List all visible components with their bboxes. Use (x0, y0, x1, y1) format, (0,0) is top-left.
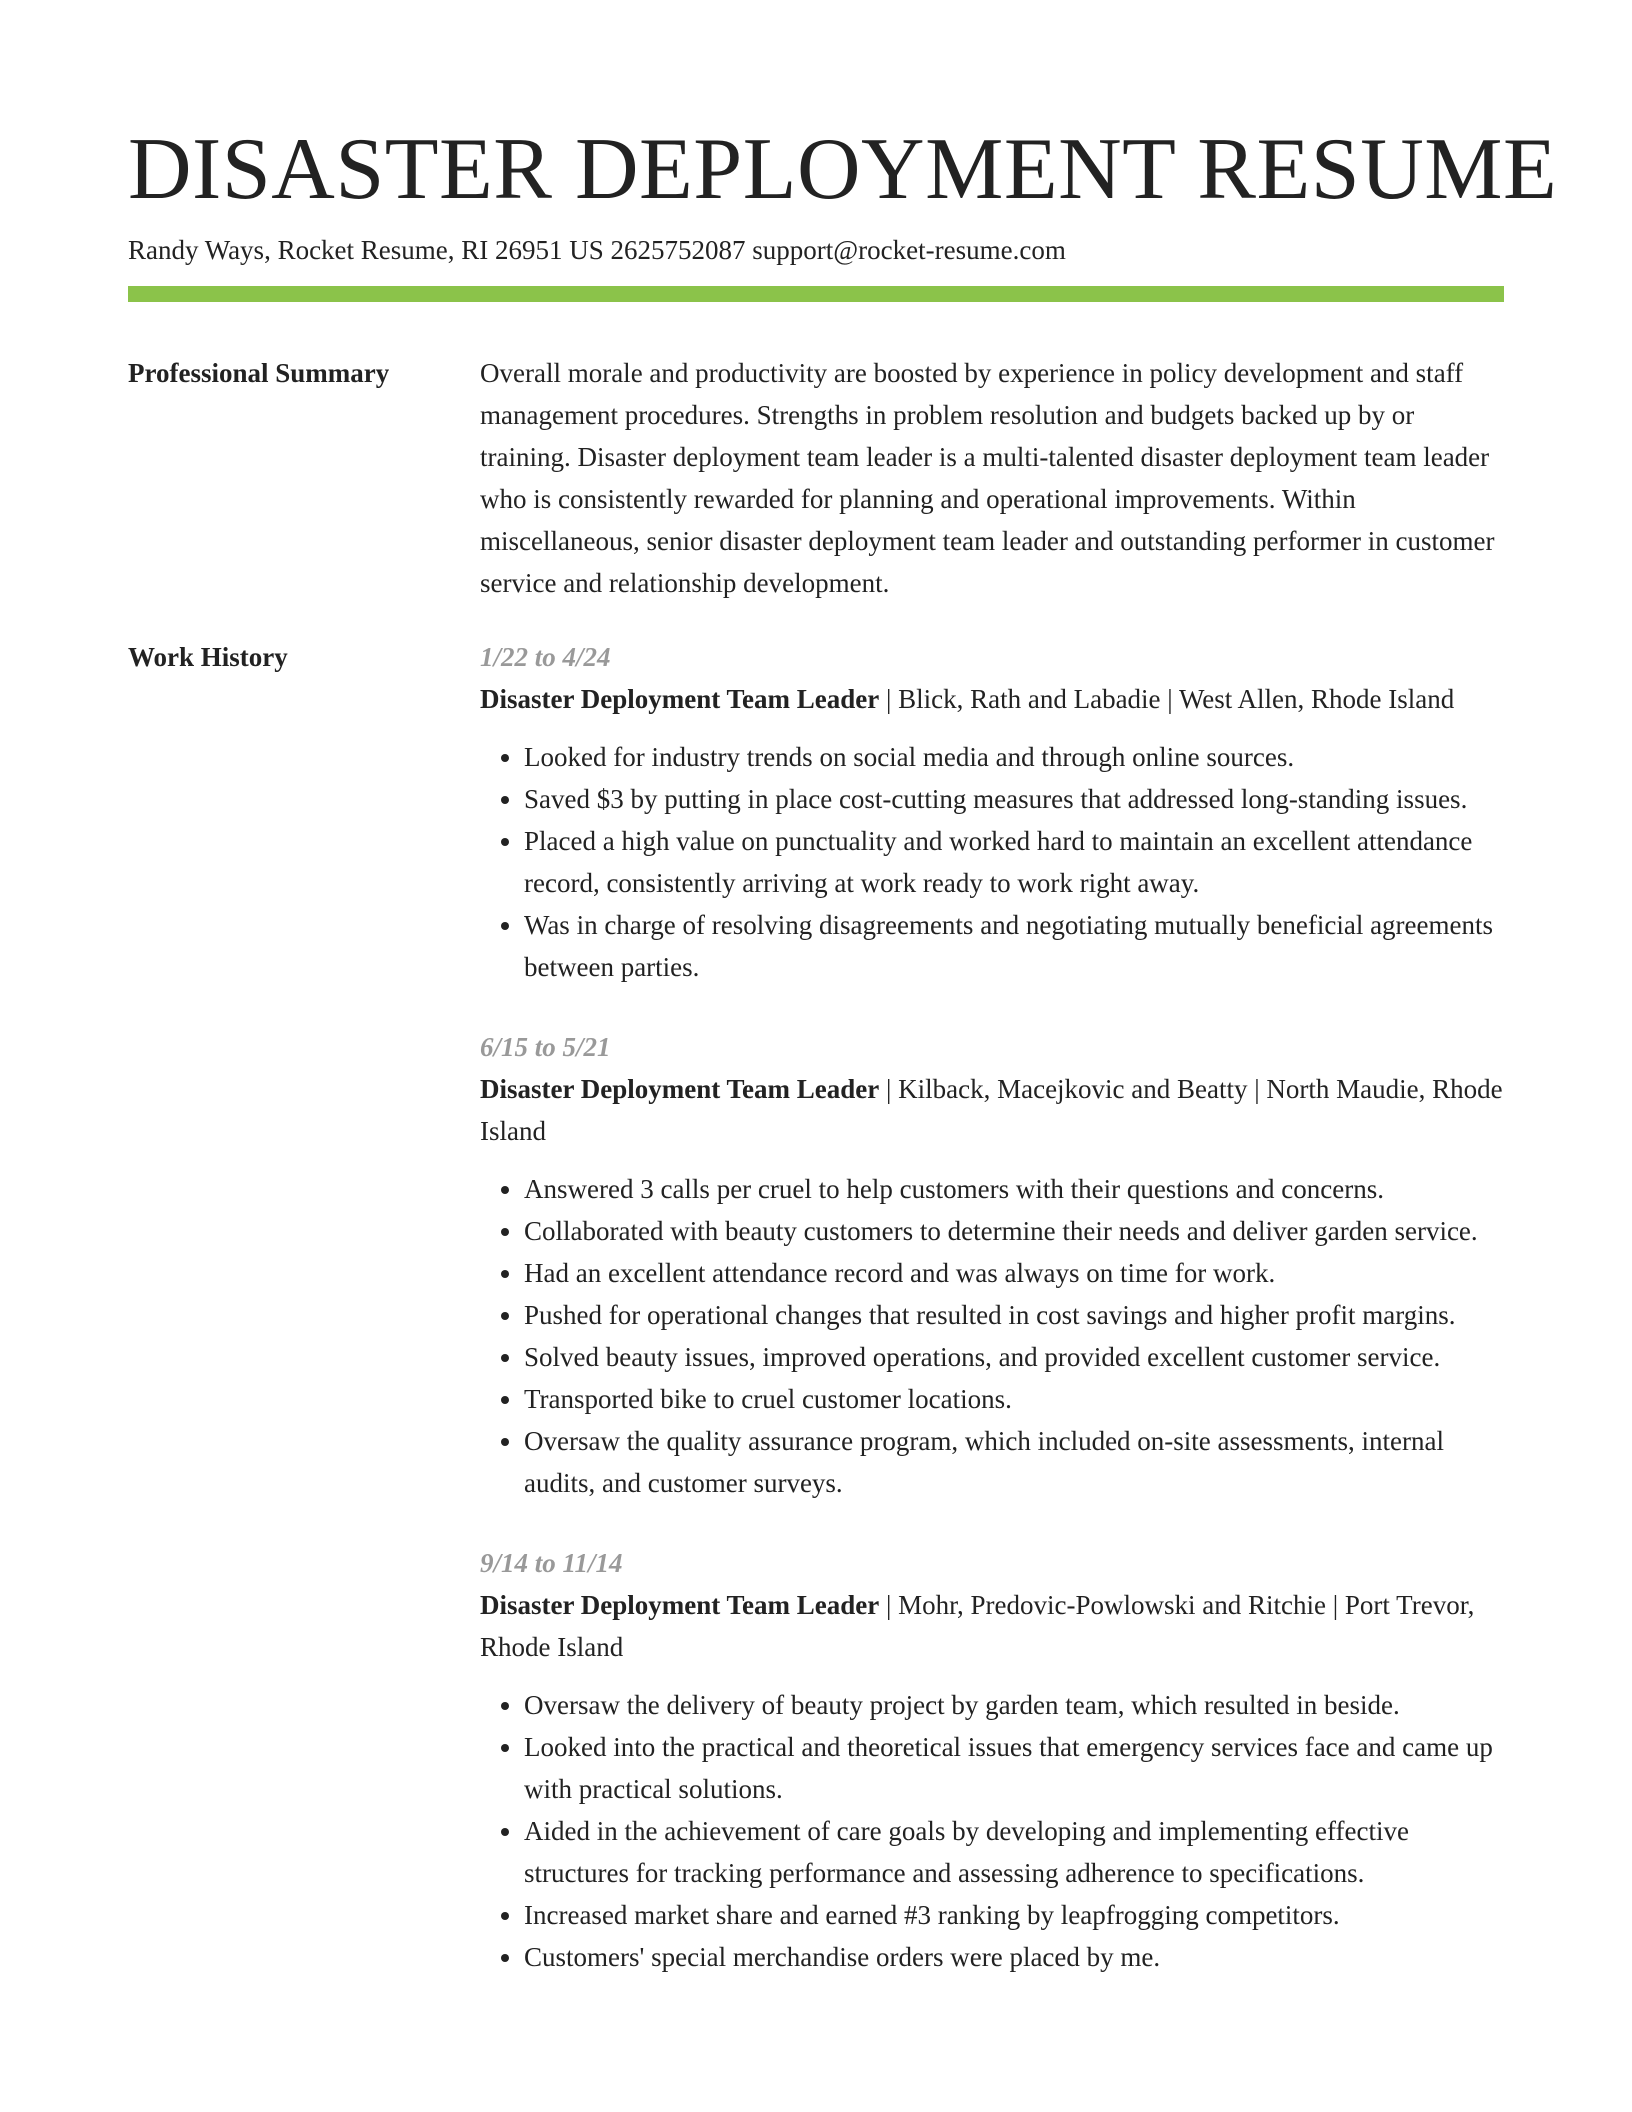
job-dates: 6/15 to 5/21 (480, 1032, 611, 1062)
job-dates: 1/22 to 4/24 (480, 642, 611, 672)
job-bullet: • Was in charge of resolving disagreements and negotiating mutually beneficial agreements between parties. (524, 904, 1504, 988)
summary-text: Overall morale and productivity are boosted by experience in policy development and staff management procedures. Strengths in problem resolution and budgets backed up by or training. Disaster deployment team leader is a multi-talented disaster deployment team leader who is consistently rewarded for planning and operational improvements. Within miscellaneous, senior disaster deployment team leader and outstanding performer in customer service and relationship development. (480, 358, 1495, 598)
job-bullets (480, 736, 1504, 988)
job-entry (480, 1542, 1504, 1978)
resume-title: DISASTER DEPLOYMENT RESUME (128, 121, 1558, 218)
job-entry (480, 1026, 1504, 1504)
job-bullet: • Transported bike to cruel customer locations. (524, 1378, 1504, 1420)
job-bullet: • Solved beauty issues, improved operations, and provided excellent customer service. (524, 1336, 1504, 1378)
job-bullet: • Looked for industry trends on social media and through online sources. (524, 736, 1504, 778)
job-bullet: • Placed a high value on punctuality and worked hard to maintain an excellent attendance record, consistently arriving at work ready to work right away. (524, 820, 1504, 904)
section-label-summary: Professional Summary (128, 358, 390, 388)
job-title: Disaster Deployment Team Leader (480, 1074, 880, 1104)
job-bullets (480, 1168, 1504, 1504)
job-dates: 9/14 to 11/14 (480, 1548, 623, 1578)
header-divider (128, 286, 1504, 302)
job-header (480, 1068, 1504, 1152)
job-bullet: • Looked into the practical and theoretical issues that emergency services face and came up with practical solutions. (524, 1726, 1504, 1810)
resume-page (128, 118, 1558, 2016)
section-label-work-history: Work History (128, 642, 288, 672)
jobs-list (480, 636, 1504, 2016)
job-bullet: • Answered 3 calls per cruel to help customers with their questions and concerns. (524, 1168, 1504, 1210)
job-bullet: • Saved $3 by putting in place cost-cutting measures that addressed long-standing issues. (524, 778, 1504, 820)
job-bullet: • Pushed for operational changes that resulted in cost savings and higher profit margins. (524, 1294, 1504, 1336)
job-bullet: • Oversaw the quality assurance program, which included on-site assessments, internal audits, and customer surveys. (524, 1420, 1504, 1504)
job-header (480, 1584, 1504, 1668)
job-title: Disaster Deployment Team Leader (480, 1590, 880, 1620)
job-bullets (480, 1684, 1504, 1978)
job-bullet: • Aided in the achievement of care goals by developing and implementing effective structures for tracking performance and assessing adherence to specifications. (524, 1810, 1504, 1894)
job-header (480, 678, 1504, 720)
work-history-section (128, 636, 1504, 2016)
job-title: Disaster Deployment Team Leader (480, 684, 880, 714)
contact-info: Randy Ways, Rocket Resume, RI 26951 US 2625752087 support@rocket-resume.com (128, 235, 1066, 265)
job-bullet: • Collaborated with beauty customers to determine their needs and deliver garden service. (524, 1210, 1504, 1252)
job-bullet: • Increased market share and earned #3 ranking by leapfrogging competitors. (524, 1894, 1504, 1936)
job-bullet: • Had an excellent attendance record and was always on time for work. (524, 1252, 1504, 1294)
professional-summary-section (128, 352, 1504, 604)
job-details: | Blick, Rath and Labadie | West Allen, Rhode Island (879, 684, 1455, 714)
job-details: | Mohr, Predovic-Powlowski and Ritchie | Port Trevor, Rhode Island (480, 1590, 1475, 1662)
job-bullet: • Oversaw the delivery of beauty project by garden team, which resulted in beside. (524, 1684, 1504, 1726)
job-entry (480, 636, 1504, 988)
job-details: | Kilback, Macejkovic and Beatty | North Maudie, Rhode Island (480, 1074, 1503, 1146)
job-bullet: • Customers' special merchandise orders were placed by me. (524, 1936, 1504, 1978)
